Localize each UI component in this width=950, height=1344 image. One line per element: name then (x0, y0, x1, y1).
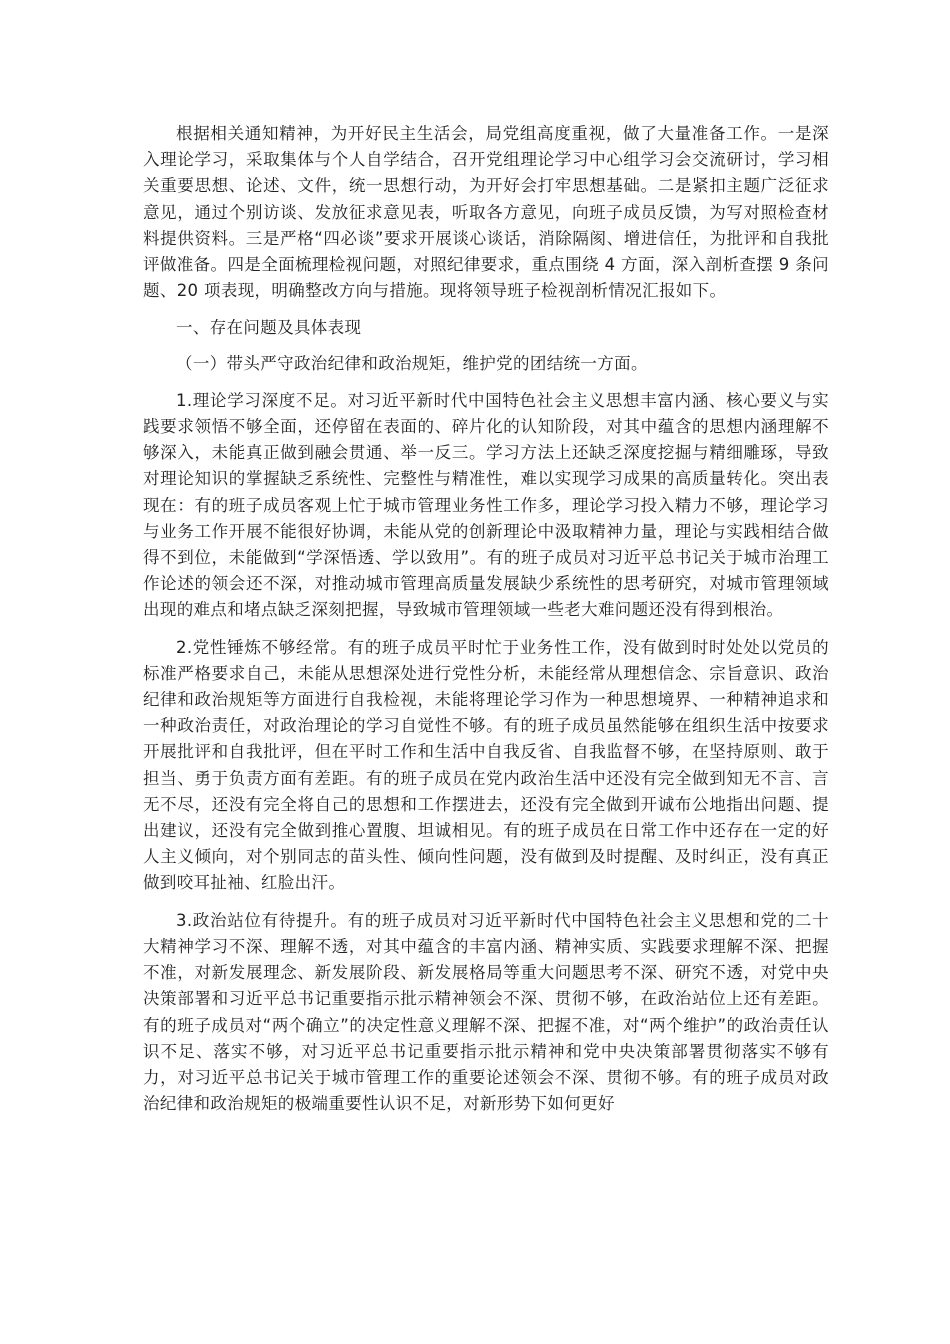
subsection-heading: （一）带头严守政治纪律和政治规矩，维护党的团结统一方面。 (176, 353, 648, 373)
intro-paragraph: 根据相关通知精神，为开好民主生活会，局党组高度重视，做了大量准备工作。一是深入理论学习，采取集体与个人自学结合，召开党组理论学习中心组学习会交流研讨，学习相关重要思想、论述、文件，统一思想行动，为开好会打牢思想基础。二是紧扣主题广泛征求意见，通过个别访谈、发放征求意见表，听取各方意见，向班子成员反馈，为写对照检查材料提供资料。三是严格“四必谈”要求开展谈心谈话，消除隔阂、增进信任，为批评和自我批评做准备。四是全面梳理检视问题，对照纪律要求，重点围绕 4 方面，深入剖析查摆 9 条问题、20 项表现，明确整改方向与措施。现将领导班子检视剖析情况汇报如下。 (143, 124, 829, 301)
document-body (143, 121, 829, 1128)
section-heading: 一、存在问题及具体表现 (176, 318, 362, 338)
item-paragraph-3: 3.政治站位有待提升。有的班子成员对习近平新时代中国特色社会主义思想和党的二十大精神学习不深、理解不透，对其中蕴含的丰富内涵、精神实质、实践要求理解不深、把握不准，对新发展理念、新发展阶段、新发展格局等重大问题思考不深、研究不透，对党中央决策部署和习近平总书记重要指示批示精神领会不深、贯彻不够，在政治站位上还有差距。有的班子成员对“两个确立”的决定性意义理解不深、把握不准，对“两个维护”的政治责任认识不足、落实不够，对习近平总书记重要指示批示精神和党中央决策部署贯彻落实不够有力，对习近平总书记关于城市管理工作的重要论述领会不深、贯彻不够。有的班子成员对政治纪律和政治规矩的极端重要性认识不足，对新形势下如何更好 (143, 910, 829, 1114)
item-paragraph-2: 2.党性锤炼不够经常。有的班子成员平时忙于业务性工作，没有做到时时处处以党员的标准严格要求自己，未能从思想深处进行党性分析，未能经常从理想信念、宗旨意识、政治纪律和政治规矩等方面进行自我检视，未能将理论学习作为一种思想境界、一种精神追求和一种政治责任，对政治理论的学习自觉性不够。有的班子成员虽然能够在组织生活中按要求开展批评和自我批评，但在平时工作和生活中自我反省、自我监督不够，在坚持原则、敢于担当、勇于负责方面有差距。有的班子成员在党内政治生活中还没有完全做到知无不言、言无不尽，还没有完全将自己的思想和工作摆进去，还没有完全做到开诚布公地指出问题、提出建议，还没有完全做到推心置腹、坦诚相见。有的班子成员在日常工作中还存在一定的好人主义倾向，对个别同志的苗头性、倾向性问题，没有做到及时提醒、及时纠正，没有真正做到咬耳扯袖、红脸出汗。 (143, 637, 829, 893)
item-paragraph-1: 1.理论学习深度不足。对习近平新时代中国特色社会主义思想丰富内涵、核心要义与实践要求领悟不够全面，还停留在表面的、碎片化的认知阶段，对其中蕴含的思想内涵理解不够深入，未能真正做到融会贯通、举一反三。学习方法上还缺乏深度挖掘与精细雕琢，导致对理论知识的掌握缺乏系统性、完整性与精准性，难以实现学习成果的高质量转化。突出表现在：有的班子成员客观上忙于城市管理业务性工作多，理论学习投入精力不够，理论学习与业务工作开展不能很好协调，未能从党的创新理论中汲取精神力量，理论与实践相结合做得不到位，未能做到“学深悟透、学以致用”。有的班子成员对习近平总书记关于城市治理工作论述的领会还不深，对推动城市管理高质量发展缺少系统性的思考研究，对城市管理领域出现的难点和堵点缺乏深刻把握，导致城市管理领域一些老大难问题还没有得到根治。 (143, 390, 829, 620)
